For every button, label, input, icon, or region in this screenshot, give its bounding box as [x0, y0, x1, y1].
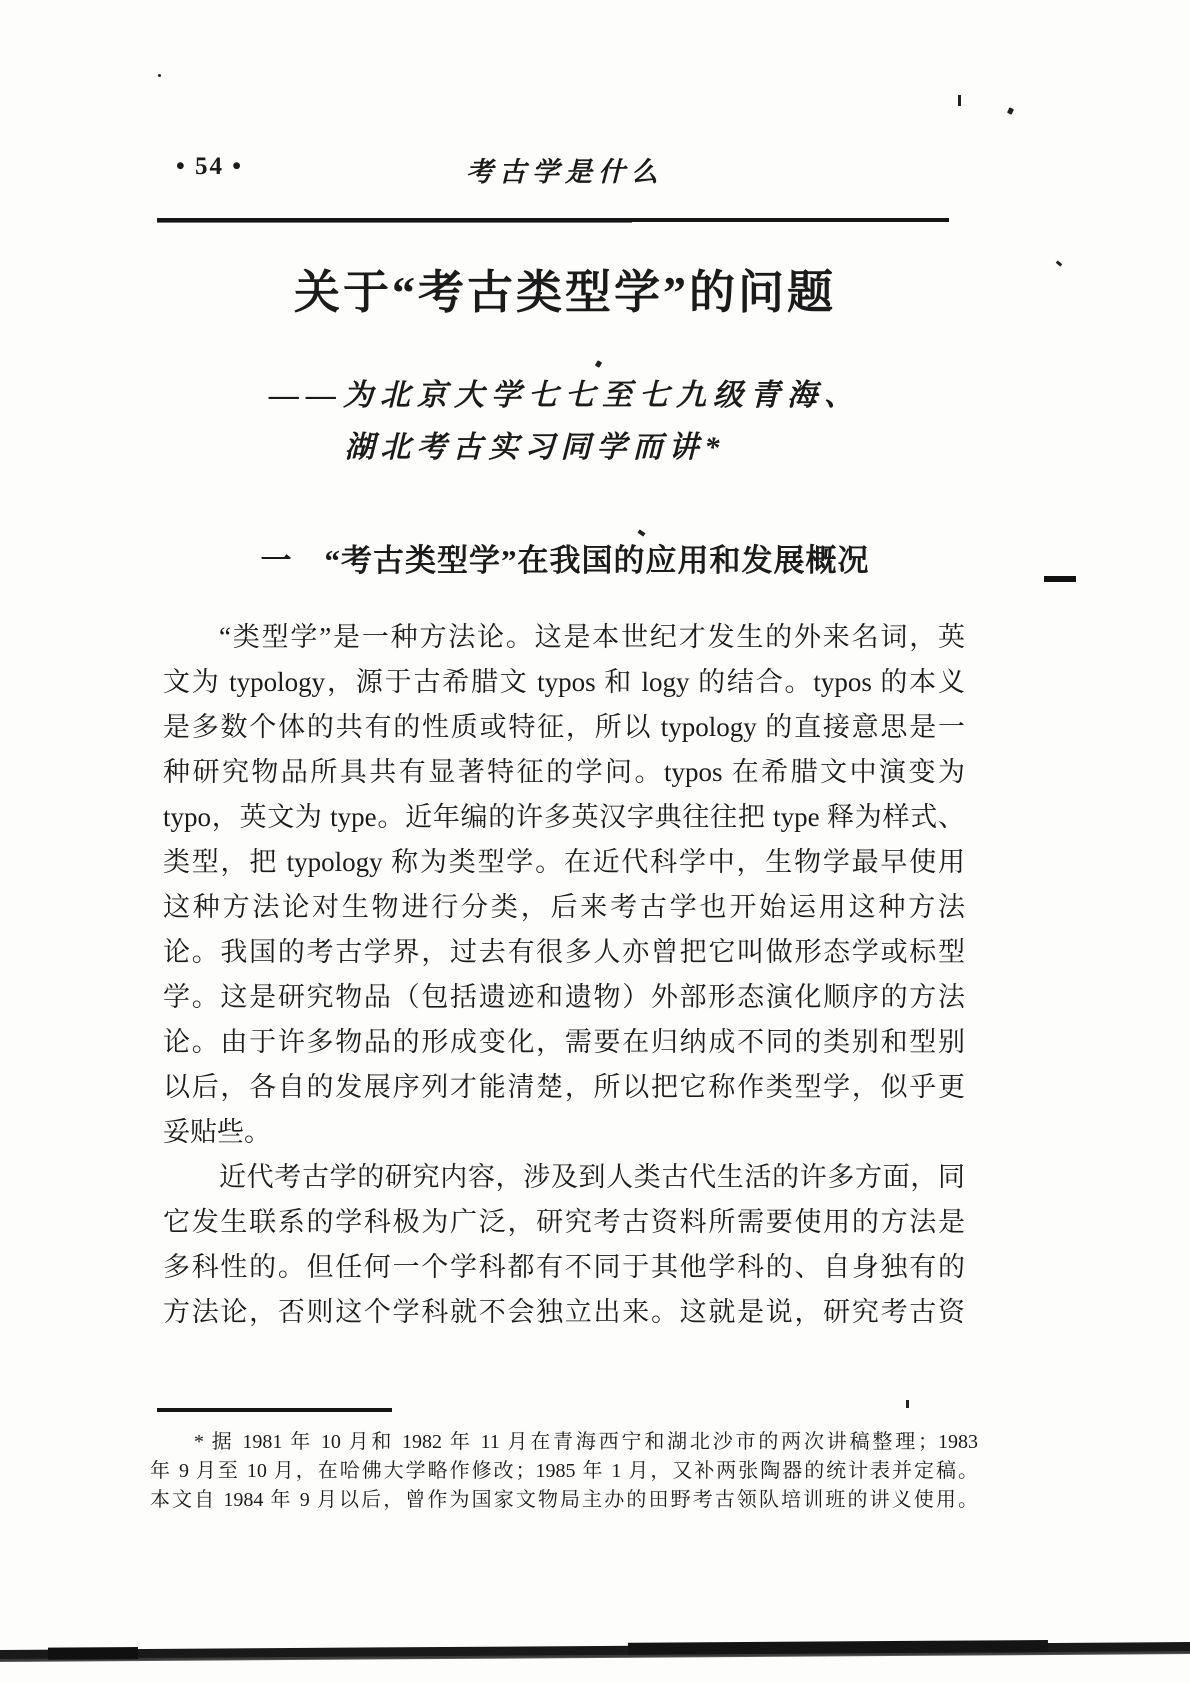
body-line: 论。由于许多物品的形成变化，需要在归纳成不同的类别和型别: [163, 1027, 965, 1057]
scan-page-edge: [0, 1642, 1190, 1659]
article-subtitle-line1: ——为北京大学七七至七九级青海、: [269, 379, 861, 412]
scan-speck: [158, 74, 161, 77]
body-line: 文为 typology，源于古希腊文 typos 和 logy 的结合。typos 的本义: [163, 667, 965, 697]
scan-speck: [1007, 107, 1014, 115]
body-line: 这种方法论对生物进行分类，后来考古学也开始运用这种方法: [163, 892, 965, 922]
body-line: 它发生联系的学科极为广泛，研究考古资料所需要使用的方法是: [163, 1207, 965, 1237]
footnote-line: 本文自 1984 年 9 月以后，曾作为国家文物局主办的田野考古领队培训班的讲义使用。: [150, 1489, 978, 1511]
body-line: 近代考古学的研究内容，涉及到人类古代生活的许多方面，同: [219, 1162, 965, 1192]
scan-dash-mark: [1044, 576, 1076, 582]
body-line: 多科性的。但任何一个学科都有不同于其他学科的、自身独有的: [163, 1252, 965, 1282]
scan-speck: [1056, 260, 1063, 266]
body-line: 以后，各自的发展序列才能清楚，所以把它称作类型学，似乎更: [163, 1072, 965, 1102]
running-title: 考古学是什么: [466, 157, 664, 187]
footnote-separator: [157, 1408, 392, 1412]
body-line: 学。这是研究物品（包括遗迹和遗物）外部形态演化顺序的方法: [163, 982, 965, 1012]
body-line: 种研究物品所具共有显著特征的学问。typos 在希腊文中演变为: [163, 757, 965, 787]
body-line: 妥贴些。: [163, 1117, 271, 1147]
article-title: 关于“考古类型学”的问题: [294, 267, 836, 318]
body-line: 论。我国的考古学界，过去有很多人亦曾把它叫做形态学或标型: [163, 937, 965, 967]
header-rule: [157, 218, 949, 222]
body-text: [163, 615, 965, 1335]
scan-speck: [958, 95, 961, 106]
body-line: 方法论，否则这个学科就不会独立出来。这就是说，研究考古资: [163, 1297, 965, 1327]
body-line: 类型，把 typology 称为类型学。在近代科学中，生物学最早使用: [163, 847, 965, 877]
footnote-line: * 据 1981 年 10 月和 1982 年 11 月在青海西宁和湖北沙市的两次讲稿整理；1983: [194, 1431, 978, 1453]
body-line: typo，英文为 type。近年编的许多英汉字典往往把 type 释为样式、: [163, 802, 965, 832]
body-line: 是多数个体的共有的性质或特征，所以 typology 的直接意思是一: [163, 712, 965, 742]
footnote: [150, 1428, 978, 1515]
scan-speck: [595, 360, 602, 368]
footnote-line: 年 9 月至 10 月，在哈佛大学略作修改；1985 年 1 月，又补两张陶器的统计表并定稿。: [150, 1460, 978, 1482]
page-number: • 54 •: [176, 153, 244, 180]
section-heading: 一 “考古类型学”在我国的应用和发展概况: [260, 543, 870, 578]
article-subtitle-line2: 湖北考古实习同学而讲*: [344, 431, 726, 464]
body-line: “类型学”是一种方法论。这是本世纪才发生的外来名词，英: [219, 622, 965, 652]
scan-speck: [906, 1400, 909, 1408]
